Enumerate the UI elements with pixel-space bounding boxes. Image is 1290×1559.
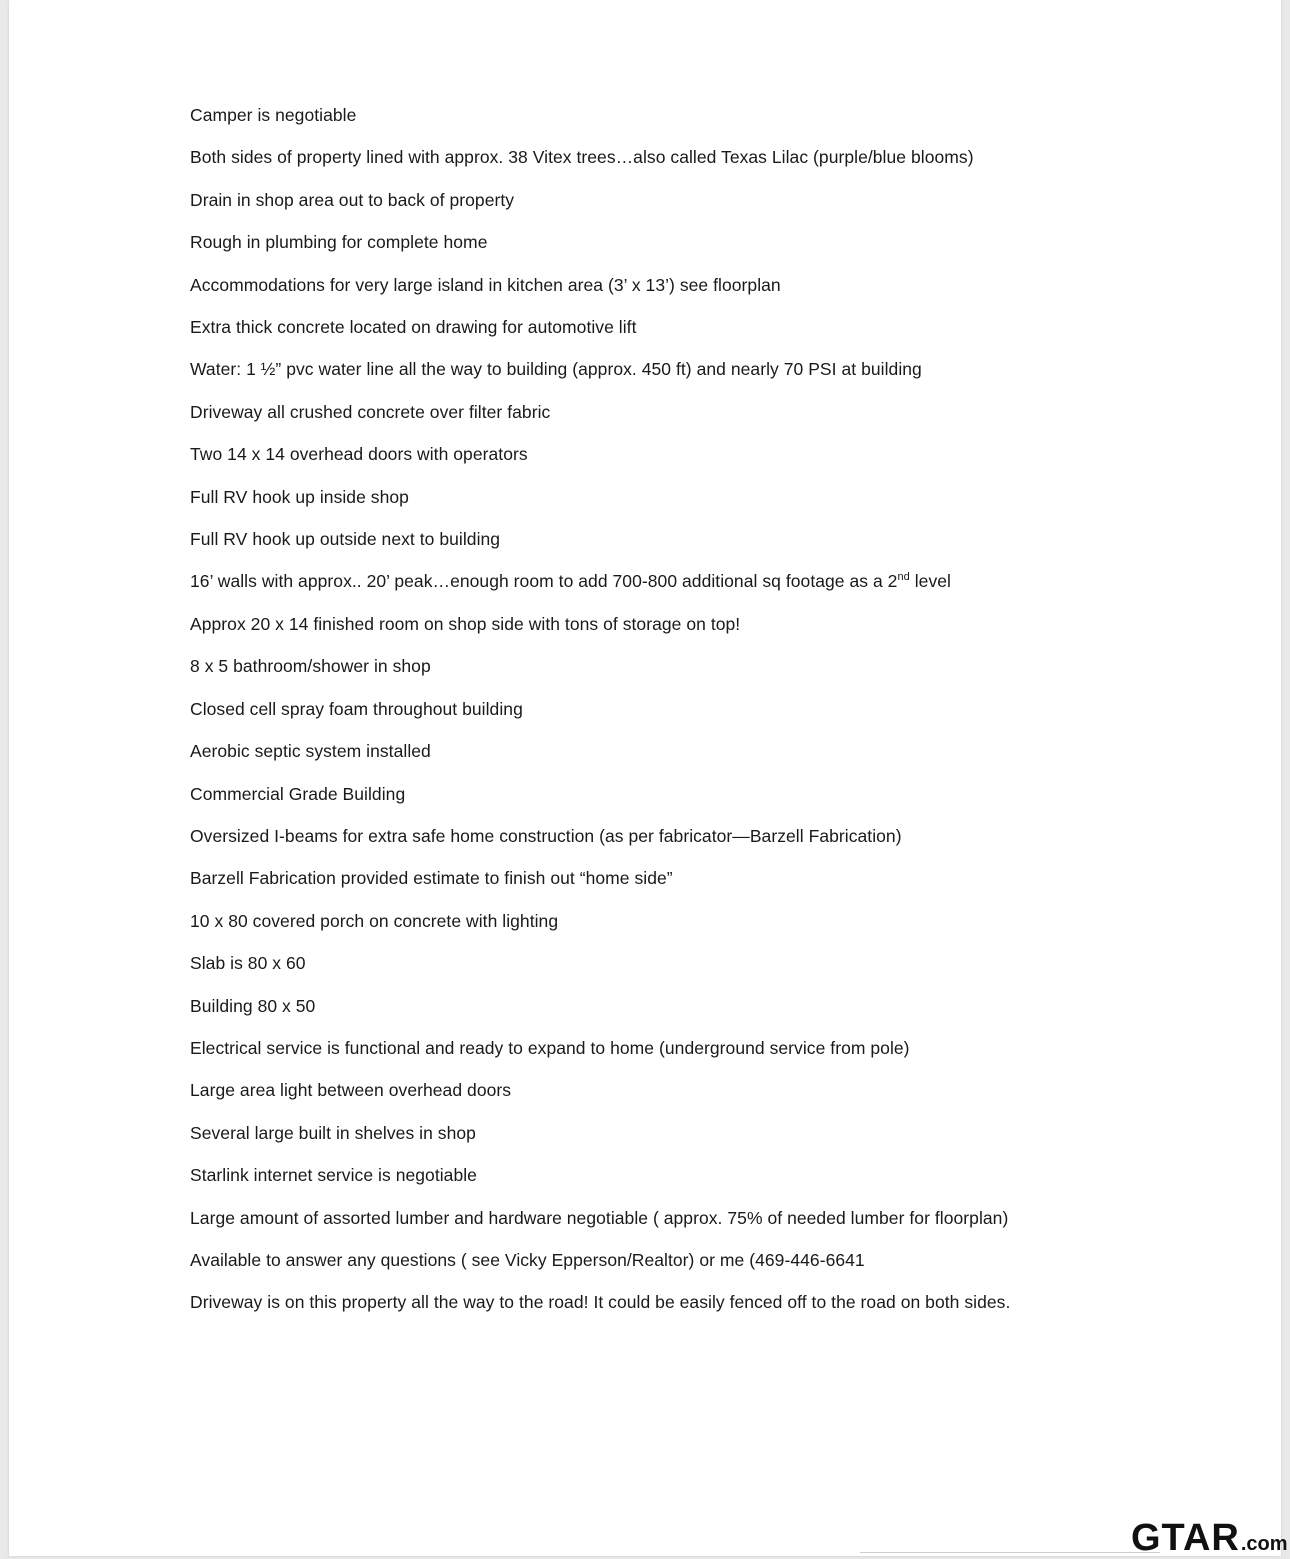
list-item: Slab is 80 x 60 [190, 953, 306, 974]
list-item: Camper is negotiable [190, 105, 357, 125]
list-item: Accommodations for very large island in kitchen area (3’ x 13’) see floorplan [190, 274, 781, 295]
list-item: Large amount of assorted lumber and hardware negotiable ( approx. 75% of needed lumber for floorplan) [190, 1207, 1009, 1228]
list-item: Electrical service is functional and ready to expand to home (underground service from pole) [190, 1037, 910, 1058]
list-item: Full RV hook up inside shop [190, 486, 409, 507]
list-item-tail: level [909, 571, 951, 592]
list-item: Full RV hook up outside next to building [190, 529, 501, 550]
list-item: Water: 1 ½” pvc water line all the way to building (approx. 450 ft) and nearly 70 PSI at building [190, 359, 922, 380]
list-item: Closed cell spray foam throughout building [190, 698, 523, 719]
feature-list [190, 100, 1010, 1330]
list-item: Drain in shop area out to back of property [190, 189, 515, 210]
list-item: Large area light between overhead doors [190, 1080, 512, 1101]
list-item-second-level [190, 566, 1010, 608]
list-item: Oversized I-beams for extra safe home construction (as per fabricator—Barzell Fabrication) [190, 825, 902, 846]
list-item: Both sides of property lined with approx. 38 Vitex trees…also called Texas Lilac (purple/blue blooms) [190, 147, 974, 168]
list-item-text: 16’ walls with approx.. 20’ peak…enough room to add 700-800 additional sq footage as a 2 [190, 571, 898, 592]
list-item: Two 14 x 14 overhead doors with operators [190, 444, 528, 465]
logo-wordmark: GTAR [1131, 1517, 1240, 1559]
list-item: Approx 20 x 14 finished room on shop side with tons of storage on top! [190, 613, 741, 634]
list-item: Available to answer any questions ( see Vicky Epperson/Realtor) or me (469-446-6641 [190, 1249, 865, 1270]
gtar-watermark-logo [1131, 1518, 1288, 1558]
logo-domain-suffix: .com [1240, 1533, 1288, 1555]
list-item: 10 x 80 covered porch on concrete with lighting [190, 910, 559, 931]
list-item: Barzell Fabrication provided estimate to finish out “home side” [190, 868, 673, 889]
ordinal-superscript: nd [897, 570, 910, 583]
list-item: Starlink internet service is negotiable [190, 1165, 477, 1186]
list-item: Extra thick concrete located on drawing for automotive lift [190, 317, 637, 338]
list-item: Building 80 x 50 [190, 995, 316, 1016]
list-item: Driveway all crushed concrete over filter fabric [190, 401, 551, 422]
list-item: 8 x 5 bathroom/shower in shop [190, 656, 431, 677]
list-item: Commercial Grade Building [190, 783, 406, 804]
footer-divider [860, 1552, 1160, 1553]
list-item: Aerobic septic system installed [190, 741, 431, 762]
list-item: Rough in plumbing for complete home [190, 232, 488, 253]
document-page [9, 0, 1281, 1556]
list-item: Several large built in shelves in shop [190, 1122, 476, 1143]
list-item: Driveway is on this property all the way to the road! It could be easily fenced off to the road on both sides. [190, 1292, 1011, 1313]
